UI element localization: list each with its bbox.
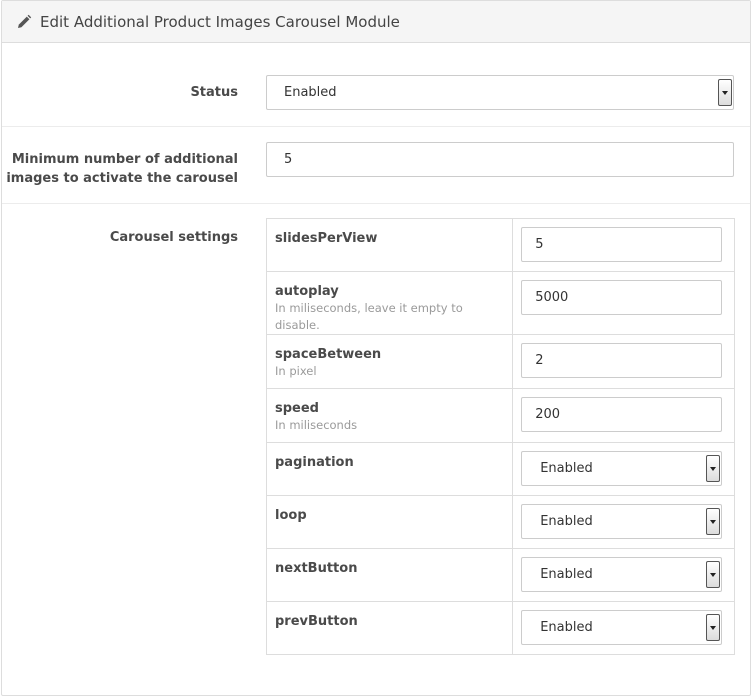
option-help-text: In miliseconds, leave it empty to disable. [275,301,463,332]
option-name: loop [275,508,307,523]
spaceBetween-value: 2 [535,353,544,368]
panel-heading [2,1,750,43]
pagination-value: Enabled [540,461,593,476]
settings-name-cell [267,219,513,272]
prevButton-value: Enabled [540,620,593,635]
settings-name-cell [267,272,513,335]
min-images-value: 5 [284,152,293,167]
settings-value-cell [513,602,735,655]
module-panel [1,0,751,696]
nextButton-value: Enabled [540,567,593,582]
settings-name-cell [267,389,513,443]
min-images-input[interactable] [266,142,734,177]
settings-name-cell [267,443,513,496]
settings-value-cell [513,272,735,335]
carousel-settings-table [266,218,735,655]
min-images-group [2,127,750,204]
settings-row-spaceBetween [267,335,735,389]
settings-name-cell [267,335,513,389]
settings-value-cell [513,219,735,272]
speed-value: 200 [535,407,561,422]
option-help-text: In pixel [275,364,317,378]
min-images-label-line2: images to activate the carousel [6,171,238,186]
option-name: spaceBetween [275,347,382,362]
status-select[interactable] [266,75,734,110]
status-select-value: Enabled [284,85,337,100]
slidesPerView-value: 5 [535,237,544,252]
status-group [2,44,750,127]
settings-value-cell [513,335,735,389]
settings-row-nextButton [267,549,735,602]
min-images-label-line1: Minimum number of additional [11,152,238,167]
speed-input[interactable] [521,397,722,432]
chevron-down-icon[interactable] [706,614,720,641]
settings-value-cell [513,389,735,443]
chevron-down-icon[interactable] [718,79,732,106]
loop-value: Enabled [540,514,593,529]
option-name: speed [275,401,319,416]
option-name: prevButton [275,614,358,629]
option-name: slidesPerView [275,231,378,246]
settings-name-cell [267,602,513,655]
autoplay-value: 5000 [535,290,569,305]
min-images-label [6,150,238,188]
settings-name-cell [267,496,513,549]
settings-value-cell [513,443,735,496]
chevron-down-icon[interactable] [706,455,720,482]
option-name: autoplay [275,284,339,299]
settings-row-prevButton [267,602,735,655]
settings-value-cell [513,496,735,549]
pencil-icon [16,14,32,30]
carousel-settings-label: Carousel settings [109,230,238,245]
settings-row-pagination [267,443,735,496]
chevron-down-icon[interactable] [706,561,720,588]
chevron-down-icon[interactable] [706,508,720,535]
loop-select[interactable] [521,504,722,539]
settings-value-cell [513,549,735,602]
settings-row-loop [267,496,735,549]
settings-row-slidesPerView [267,219,735,272]
settings-name-cell [267,549,513,602]
option-name: nextButton [275,561,358,576]
option-help-text: In miliseconds [275,418,358,432]
pagination-select[interactable] [521,451,722,486]
nextButton-select[interactable] [521,557,722,592]
panel-title: Edit Additional Product Images Carousel Module [40,12,400,31]
spaceBetween-input[interactable] [521,343,722,378]
status-label: Status [190,85,238,100]
option-name: pagination [275,455,354,470]
autoplay-input[interactable] [521,280,722,315]
settings-row-speed [267,389,735,443]
prevButton-select[interactable] [521,610,722,645]
slidesPerView-input[interactable] [521,227,722,262]
settings-row-autoplay [267,272,735,335]
